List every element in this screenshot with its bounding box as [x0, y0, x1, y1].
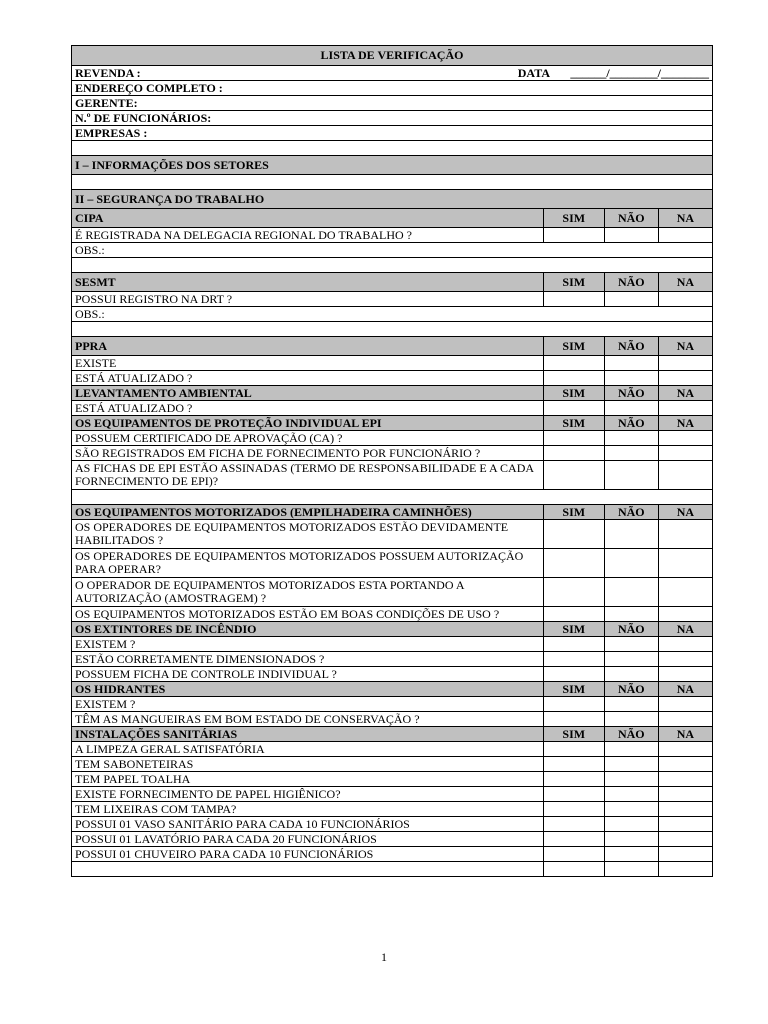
levantamento-title: LEVANTAMENTO AMBIENTAL — [72, 386, 544, 401]
section-2-row — [72, 190, 713, 209]
answer-nao-cell[interactable] — [604, 832, 658, 847]
question-text: TEM SABONETEIRAS — [72, 757, 544, 772]
obs-row — [72, 243, 713, 258]
blank-row — [72, 141, 713, 156]
question-text: É REGISTRADA NA DELEGACIA REGIONAL DO TRABALHO ? — [72, 228, 544, 243]
question-text: EXISTE — [72, 356, 544, 371]
col-sim: SIM — [543, 727, 604, 742]
question-row — [72, 371, 713, 386]
answer-na-cell[interactable] — [658, 712, 712, 727]
question-text: ESTÁ ATUALIZADO ? — [72, 371, 544, 386]
answer-nao-cell[interactable] — [604, 802, 658, 817]
col-na: NA — [658, 273, 712, 292]
answer-na-cell[interactable] — [658, 667, 712, 682]
answer-na-cell[interactable] — [658, 652, 712, 667]
empresas-label: EMPRESAS : — [72, 126, 713, 141]
answer-nao-cell[interactable] — [604, 446, 658, 461]
answer-nao-cell[interactable] — [604, 772, 658, 787]
col-nao: NÃO — [604, 273, 658, 292]
answer-na-cell[interactable] — [658, 742, 712, 757]
col-nao: NÃO — [604, 622, 658, 637]
col-nao: NÃO — [604, 727, 658, 742]
title-row — [72, 46, 713, 66]
hidrantes-header — [72, 682, 713, 697]
answer-sim-cell[interactable] — [543, 712, 604, 727]
col-sim: SIM — [543, 416, 604, 431]
cipa-header — [72, 209, 713, 228]
answer-sim-cell[interactable] — [543, 228, 604, 243]
answer-sim-cell[interactable] — [543, 787, 604, 802]
answer-sim-cell[interactable] — [543, 431, 604, 446]
col-sim: SIM — [543, 682, 604, 697]
question-text: AS FICHAS DE EPI ESTÃO ASSINADAS (TERMO DE RESPONSABILIDADE E A CADA FORNECIMENTO DE EPI)? — [72, 461, 544, 490]
extintores-title: OS EXTINTORES DE INCÊNDIO — [72, 622, 544, 637]
epi-title: OS EQUIPAMENTOS DE PROTEÇÃO INDIVIDUAL EPI — [72, 416, 544, 431]
question-row — [72, 461, 713, 490]
col-na: NA — [658, 505, 712, 520]
question-text: O OPERADOR DE EQUIPAMENTOS MOTORIZADOS ESTA PORTANDO A AUTORIZAÇÃO (AMOSTRAGEM) ? — [72, 578, 544, 607]
answer-na-cell[interactable] — [658, 757, 712, 772]
revenda-row — [72, 66, 713, 81]
col-nao: NÃO — [604, 505, 658, 520]
answer-nao-cell[interactable] — [604, 712, 658, 727]
answer-sim-cell[interactable] — [543, 607, 604, 622]
answer-sim-cell[interactable] — [543, 637, 604, 652]
question-row — [72, 446, 713, 461]
answer-na-cell[interactable] — [658, 446, 712, 461]
answer-sim-cell[interactable] — [543, 847, 604, 862]
question-row — [72, 637, 713, 652]
revenda-label: REVENDA : — [75, 65, 141, 80]
answer-nao-cell[interactable] — [604, 757, 658, 772]
answer-sim-cell[interactable] — [543, 772, 604, 787]
question-row — [72, 667, 713, 682]
obs-field[interactable]: OBS.: — [72, 243, 713, 258]
question-row — [72, 772, 713, 787]
answer-sim-cell[interactable] — [543, 356, 604, 371]
section-2-title: II – SEGURANÇA DO TRABALHO — [72, 190, 713, 209]
answer-sim-cell[interactable] — [543, 549, 604, 578]
answer-na-cell[interactable] — [658, 578, 712, 607]
col-sim: SIM — [543, 273, 604, 292]
answer-na-cell[interactable] — [658, 607, 712, 622]
endereco-label: ENDEREÇO COMPLETO : — [72, 81, 713, 96]
col-sim: SIM — [543, 209, 604, 228]
epi-header — [72, 416, 713, 431]
blank-row — [72, 258, 713, 273]
col-sim: SIM — [543, 386, 604, 401]
question-row — [72, 228, 713, 243]
answer-na-cell[interactable] — [658, 787, 712, 802]
answer-na-cell[interactable] — [658, 697, 712, 712]
answer-sim-cell[interactable] — [543, 578, 604, 607]
motorizados-header — [72, 505, 713, 520]
answer-sim-cell[interactable] — [543, 832, 604, 847]
answer-sim-cell[interactable] — [543, 652, 604, 667]
answer-nao-cell[interactable] — [604, 637, 658, 652]
empresas-row — [72, 126, 713, 141]
col-sim: SIM — [543, 622, 604, 637]
empty-row — [72, 862, 713, 877]
data-label: DATA — [517, 65, 550, 80]
answer-nao-cell[interactable] — [604, 549, 658, 578]
endereco-row — [72, 81, 713, 96]
answer-sim-cell[interactable] — [543, 461, 604, 490]
question-text: ESTÁ ATUALIZADO ? — [72, 401, 544, 416]
question-row — [72, 431, 713, 446]
answer-nao-cell[interactable] — [604, 652, 658, 667]
question-text: POSSUI 01 LAVATÓRIO PARA CADA 20 FUNCIONÁRIOS — [72, 832, 544, 847]
col-na: NA — [658, 337, 712, 356]
gerente-label: GERENTE: — [72, 96, 713, 111]
answer-na-cell[interactable] — [658, 637, 712, 652]
answer-na-cell[interactable] — [658, 401, 712, 416]
question-text: ESTÃO CORRETAMENTE DIMENSIONADOS ? — [72, 652, 544, 667]
ppra-header — [72, 337, 713, 356]
question-text: A LIMPEZA GERAL SATISFATÓRIA — [72, 742, 544, 757]
answer-nao-cell[interactable] — [604, 461, 658, 490]
answer-nao-cell[interactable] — [604, 667, 658, 682]
col-na: NA — [658, 209, 712, 228]
col-nao: NÃO — [604, 337, 658, 356]
answer-nao-cell[interactable] — [604, 787, 658, 802]
question-text: POSSUEM FICHA DE CONTROLE INDIVIDUAL ? — [72, 667, 544, 682]
answer-nao-cell[interactable] — [604, 847, 658, 862]
answer-nao-cell[interactable] — [604, 292, 658, 307]
question-text: TEM LIXEIRAS COM TAMPA? — [72, 802, 544, 817]
obs-field[interactable]: OBS.: — [72, 307, 713, 322]
question-row — [72, 817, 713, 832]
question-row — [72, 401, 713, 416]
question-row — [72, 356, 713, 371]
answer-nao-cell[interactable] — [604, 401, 658, 416]
question-text: EXISTE FORNECIMENTO DE PAPEL HIGIÊNICO? — [72, 787, 544, 802]
answer-na-cell[interactable] — [658, 520, 712, 549]
motorizados-title: OS EQUIPAMENTOS MOTORIZADOS (EMPILHADEIRA CAMINHÕES) — [72, 505, 544, 520]
question-text: EXISTEM ? — [72, 637, 544, 652]
levantamento-header — [72, 386, 713, 401]
blank-row — [72, 490, 713, 505]
col-na: NA — [658, 386, 712, 401]
answer-sim-cell[interactable] — [543, 292, 604, 307]
col-nao: NÃO — [604, 209, 658, 228]
answer-nao-cell[interactable] — [604, 371, 658, 386]
answer-sim-cell[interactable] — [543, 667, 604, 682]
question-text: OS OPERADORES DE EQUIPAMENTOS MOTORIZADOS ESTÃO DEVIDAMENTE HABILITADOS ? — [72, 520, 544, 549]
answer-sim-cell[interactable] — [543, 862, 604, 877]
answer-na-cell[interactable] — [658, 832, 712, 847]
question-text: OS EQUIPAMENTOS MOTORIZADOS ESTÃO EM BOAS CONDIÇÕES DE USO ? — [72, 607, 544, 622]
data-field[interactable]: ______/________/________ — [570, 65, 709, 80]
answer-na-cell[interactable] — [658, 817, 712, 832]
question-row — [72, 847, 713, 862]
answer-sim-cell[interactable] — [543, 802, 604, 817]
funcionarios-label: N.º DE FUNCIONÁRIOS: — [72, 111, 713, 126]
answer-na-cell[interactable] — [658, 292, 712, 307]
col-nao: NÃO — [604, 416, 658, 431]
question-row — [72, 578, 713, 607]
answer-na-cell[interactable] — [658, 549, 712, 578]
col-na: NA — [658, 416, 712, 431]
section-1-row — [72, 156, 713, 175]
answer-sim-cell[interactable] — [543, 697, 604, 712]
answer-nao-cell[interactable] — [604, 742, 658, 757]
question-text: TÊM AS MANGUEIRAS EM BOM ESTADO DE CONSERVAÇÃO ? — [72, 712, 544, 727]
col-na: NA — [658, 727, 712, 742]
question-row — [72, 787, 713, 802]
question-row — [72, 832, 713, 847]
checklist-table — [71, 45, 713, 877]
hidrantes-title: OS HIDRANTES — [72, 682, 544, 697]
sesmt-header — [72, 273, 713, 292]
answer-nao-cell[interactable] — [604, 607, 658, 622]
question-row — [72, 549, 713, 578]
answer-na-cell[interactable] — [658, 228, 712, 243]
answer-sim-cell[interactable] — [543, 817, 604, 832]
ppra-title: PPRA — [72, 337, 544, 356]
col-nao: NÃO — [604, 682, 658, 697]
answer-nao-cell[interactable] — [604, 578, 658, 607]
answer-na-cell[interactable] — [658, 847, 712, 862]
answer-sim-cell[interactable] — [543, 520, 604, 549]
funcionarios-row — [72, 111, 713, 126]
answer-na-cell[interactable] — [658, 802, 712, 817]
question-row — [72, 802, 713, 817]
sesmt-title: SESMT — [72, 273, 544, 292]
question-row — [72, 742, 713, 757]
question-row — [72, 520, 713, 549]
answer-nao-cell[interactable] — [604, 356, 658, 371]
answer-sim-cell[interactable] — [543, 446, 604, 461]
col-nao: NÃO — [604, 386, 658, 401]
page-number: 1 — [381, 950, 387, 964]
question-row — [72, 652, 713, 667]
question-row — [72, 607, 713, 622]
document-title: LISTA DE VERIFICAÇÃO — [72, 46, 713, 66]
answer-nao-cell[interactable] — [604, 862, 658, 877]
answer-sim-cell[interactable] — [543, 742, 604, 757]
answer-sim-cell[interactable] — [543, 757, 604, 772]
col-sim: SIM — [543, 505, 604, 520]
sanitarias-header — [72, 727, 713, 742]
question-text: EXISTEM ? — [72, 697, 544, 712]
question-row — [72, 712, 713, 727]
question-text: TEM PAPEL TOALHA — [72, 772, 544, 787]
gerente-row — [72, 96, 713, 111]
section-1-title: I – INFORMAÇÕES DOS SETORES — [72, 156, 713, 175]
answer-sim-cell[interactable] — [543, 401, 604, 416]
answer-na-cell[interactable] — [658, 431, 712, 446]
extintores-header — [72, 622, 713, 637]
answer-nao-cell[interactable] — [604, 431, 658, 446]
answer-na-cell[interactable] — [658, 356, 712, 371]
answer-na-cell[interactable] — [658, 862, 712, 877]
answer-nao-cell[interactable] — [604, 817, 658, 832]
obs-row — [72, 307, 713, 322]
question-text: SÃO REGISTRADOS EM FICHA DE FORNECIMENTO POR FUNCIONÁRIO ? — [72, 446, 544, 461]
question-text: OS OPERADORES DE EQUIPAMENTOS MOTORIZADOS POSSUEM AUTORIZAÇÃO PARA OPERAR? — [72, 549, 544, 578]
question-text: POSSUI REGISTRO NA DRT ? — [72, 292, 544, 307]
question-row — [72, 292, 713, 307]
answer-nao-cell[interactable] — [604, 228, 658, 243]
answer-nao-cell[interactable] — [604, 520, 658, 549]
sanitarias-title: INSTALAÇÕES SANITÁRIAS — [72, 727, 544, 742]
blank-row — [72, 322, 713, 337]
question-text: POSSUEM CERTIFICADO DE APROVAÇÃO (CA) ? — [72, 431, 544, 446]
answer-sim-cell[interactable] — [543, 371, 604, 386]
col-na: NA — [658, 622, 712, 637]
answer-nao-cell[interactable] — [604, 697, 658, 712]
answer-na-cell[interactable] — [658, 371, 712, 386]
answer-na-cell[interactable] — [658, 461, 712, 490]
answer-na-cell[interactable] — [658, 772, 712, 787]
question-row — [72, 697, 713, 712]
blank-row — [72, 175, 713, 190]
col-na: NA — [658, 682, 712, 697]
col-sim: SIM — [543, 337, 604, 356]
cipa-title: CIPA — [72, 209, 544, 228]
question-row — [72, 757, 713, 772]
question-text: POSSUI 01 CHUVEIRO PARA CADA 10 FUNCIONÁRIOS — [72, 847, 544, 862]
question-text: POSSUI 01 VASO SANITÁRIO PARA CADA 10 FUNCIONÁRIOS — [72, 817, 544, 832]
